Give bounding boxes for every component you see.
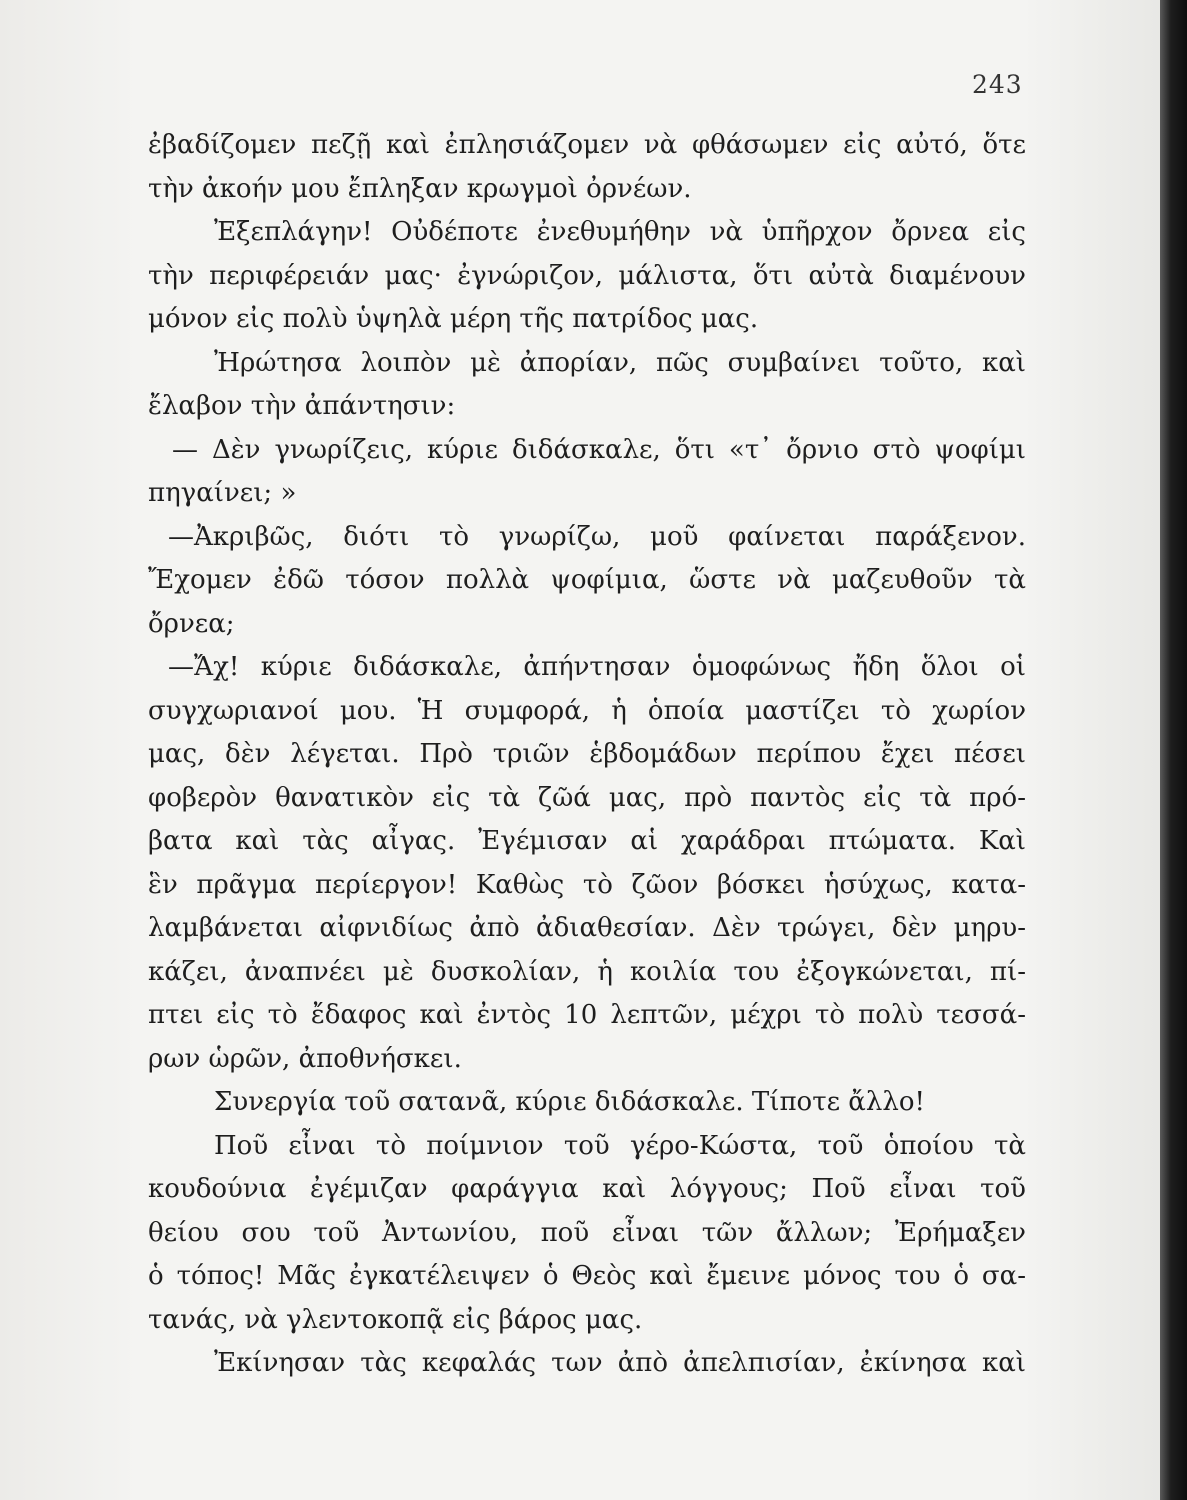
text-line: ἐβαδίζομεν πεζῇ καὶ ἐπλησιάζομεν νὰ φθάσωμεν εἰς αὐτό, ὅτε bbox=[148, 130, 1026, 160]
text-line: Ἐκίνησαν τὰς κεφαλάς των ἀπὸ ἀπελπισίαν, ἐκίνησα καὶ bbox=[214, 1348, 1026, 1378]
text-line: —Ἄχ! κύριε διδάσκαλε, ἀπήντησαν ὁμοφώνως ἤδη ὅλοι οἱ bbox=[168, 652, 1026, 682]
text-line: φοβερὸν θανατικὸν εἰς τὰ ζῶά μας, πρὸ παντὸς εἰς τὰ πρό- bbox=[148, 782, 1026, 813]
text-line: ὁ τόπος! Μᾶς ἐγκατέλειψεν ὁ Θεὸς καὶ ἔμεινε μόνος του ὁ σα- bbox=[148, 1261, 1026, 1291]
text-line: βατα καὶ τὰς αἶγας. Ἐγέμισαν αἱ χαράδραι πτώματα. Καὶ bbox=[148, 826, 1026, 856]
text-line: τὴν περιφέρειάν μας· ἐγνώριζον, μάλιστα, ὅτι αὐτὰ διαμένουν bbox=[148, 260, 1026, 291]
text-line: μας, δὲν λέγεται. Πρὸ τριῶν ἑβδομάδων περίπου ἔχει πέσει bbox=[148, 739, 1026, 769]
text-line: πηγαίνει; » bbox=[148, 478, 297, 508]
text-line: πτει εἰς τὸ ἔδαφος καὶ ἐντὸς 10 λεπτῶν, μέχρι τὸ πολὺ τεσσά- bbox=[148, 1000, 1026, 1030]
text-line: Ποῦ εἶναι τὸ ποίμνιον τοῦ γέρο-Κώστα, τοῦ ὁποίου τὰ bbox=[214, 1130, 1026, 1161]
page-gutter-shadow bbox=[1160, 0, 1187, 1500]
text-line: κάζει, ἀναπνέει μὲ δυσκολίαν, ἡ κοιλία του ἐξογκώνεται, πί- bbox=[148, 956, 1026, 987]
text-line: κουδούνια ἐγέμιζαν φαράγγια καὶ λόγγους; Ποῦ εἶναι τοῦ bbox=[148, 1174, 1026, 1204]
text-line: Ἠρώτησα λοιπὸν μὲ ἀπορίαν, πῶς συμβαίνει τοῦτο, καὶ bbox=[214, 347, 1026, 378]
body-text bbox=[148, 124, 1026, 1386]
text-line: —Ἀκριβῶς, διότι τὸ γνωρίζω, μοῦ φαίνεται παράξενον. bbox=[168, 521, 1026, 552]
text-line: Ἔχομεν ἐδῶ τόσον πολλὰ ψοφίμια, ὥστε νὰ μαζευθοῦν τὰ bbox=[148, 565, 1026, 595]
text-line: ρων ὡρῶν, ἀποθνήσκει. bbox=[148, 1043, 462, 1074]
text-line: τὴν ἀκοήν μου ἔπληξαν κρωγμοὶ ὀρνέων. bbox=[148, 173, 692, 204]
text-line: λαμβάνεται αἰφνιδίως ἀπὸ ἀδιαθεσίαν. Δὲν τρώγει, δὲν μηρυ- bbox=[148, 913, 1026, 943]
text-line: τανάς, νὰ γλεντοκοπᾷ εἰς βάρος μας. bbox=[148, 1304, 643, 1335]
text-line: συγχωριανοί μου. Ἡ συμφορά, ἡ ὁποία μαστίζει τὸ χωρίον bbox=[148, 695, 1026, 726]
text-line: θείου σου τοῦ Ἀντωνίου, ποῦ εἶναι τῶν ἄλλων; Ἐρήμαξεν bbox=[148, 1217, 1026, 1248]
text-line: — Δὲν γνωρίζεις, κύριε διδάσκαλε, ὅτι «τ᾽ ὄρνιο στὸ ψοφίμι bbox=[172, 434, 1026, 465]
page-number: 243 bbox=[972, 70, 1023, 99]
text-line: ἓν πρᾶγμα περίεργον! Καθὼς τὸ ζῶον βόσκει ἡσύχως, κατα- bbox=[148, 869, 1026, 900]
text-line: ἔλαβον τὴν ἀπάντησιν: bbox=[148, 391, 456, 421]
text-line: Συνεργία τοῦ σατανᾶ, κύριε διδάσκαλε. Τίποτε ἄλλο! bbox=[214, 1087, 925, 1117]
text-line: ὄρνεα; bbox=[148, 608, 235, 639]
text-line: μόνον εἰς πολὺ ὑψηλὰ μέρη τῆς πατρίδος μας. bbox=[148, 304, 759, 334]
text-line: Ἐξεπλάγην! Οὐδέποτε ἐνεθυμήθην νὰ ὑπῆρχον ὄρνεα εἰς bbox=[214, 217, 1026, 247]
